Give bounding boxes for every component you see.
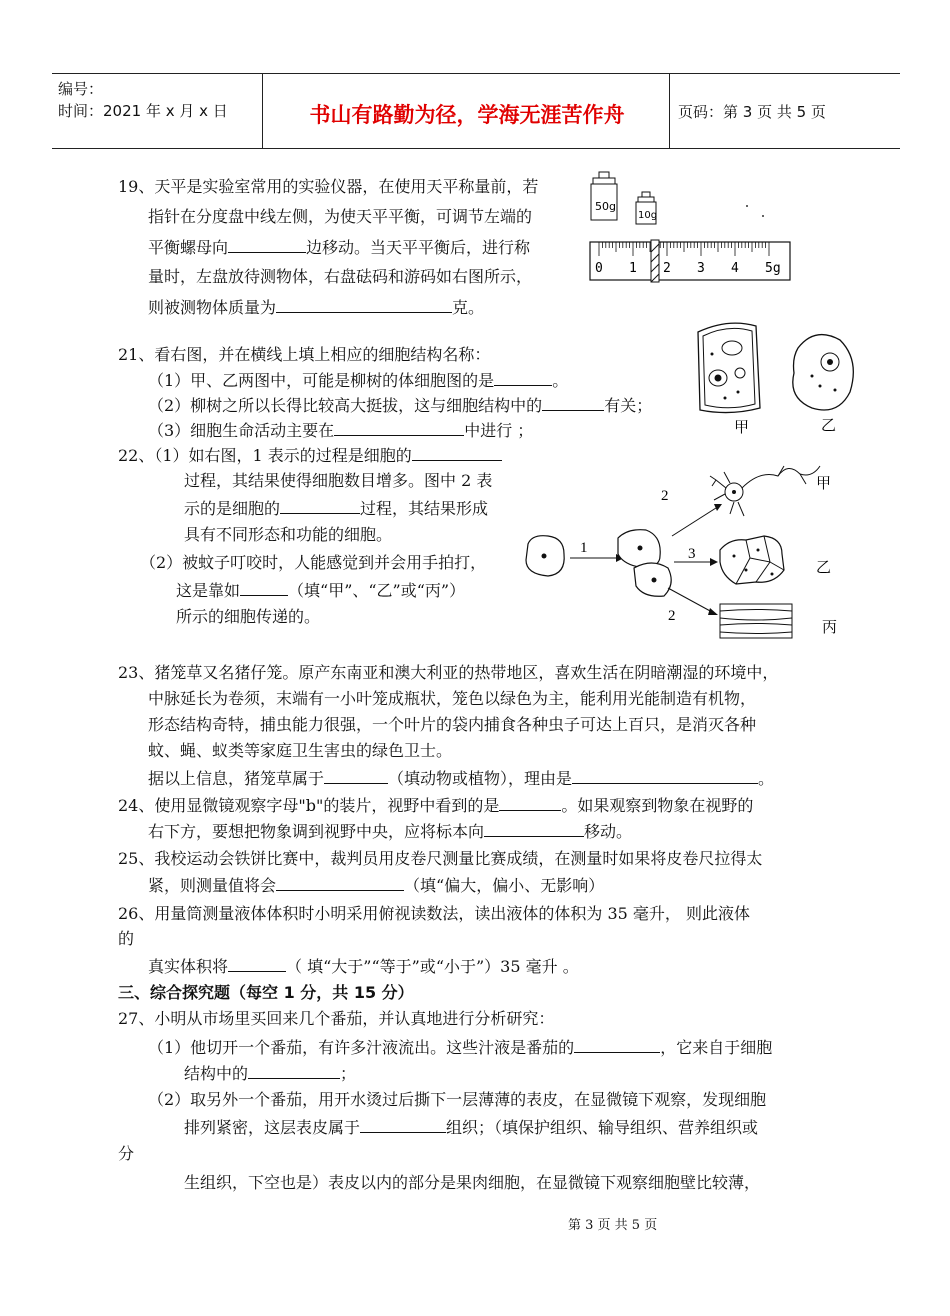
q24-text: 。如果观察到物象在视野的 (561, 796, 754, 815)
q21-text: （3）细胞生命活动主要在 (148, 421, 335, 440)
q21-line1: 21、看右图，并在横线上填上相应的细胞结构名称： (118, 345, 491, 364)
answer-blank[interactable] (574, 1036, 660, 1053)
q19-line2: 指针在分度盘中线左侧，为使天平平衡，可调节左端的 (148, 207, 533, 226)
q23-line4: 蚊、蝇、蚁类等家庭卫生害虫的绿色卫士。 (148, 741, 453, 760)
answer-blank[interactable] (412, 444, 502, 461)
answer-blank[interactable] (494, 369, 552, 386)
q24-text: 移动。 (584, 822, 633, 841)
muscle-cells (720, 604, 792, 638)
header-page-info: 页码：第 3 页 共 5 页 (678, 103, 826, 121)
cell-division-differentiation-figure (520, 458, 850, 650)
label-yi: 乙 (816, 560, 832, 576)
q26-line2: 的 (118, 929, 135, 948)
q19-line5 (148, 296, 484, 319)
q25-line1: 25、我校运动会铁饼比赛中，裁判员用皮卷尺测量比赛成绩，在测量时如果将皮卷尺拉得太 (118, 849, 763, 868)
weight-50g (591, 172, 617, 220)
header-meta (58, 78, 228, 122)
answer-blank[interactable] (499, 794, 561, 811)
answer-blank[interactable] (572, 767, 758, 784)
q27-text: 组织；（填保护组织、输导组织、营养组织或 (446, 1118, 759, 1137)
balance-weights-figure (585, 170, 815, 290)
q27-line6: 分 (118, 1144, 135, 1163)
q26-line3 (148, 955, 579, 978)
q24-text: 右下方，要想把物象调到视野中央，应将标本向 (148, 822, 485, 841)
q22-text: （填“甲”、“乙”或“丙”） (288, 581, 466, 600)
q21-text: 中进行 ； (464, 421, 534, 440)
answer-blank[interactable] (542, 394, 604, 411)
q25-text: （填“偏大，偏小、无影响） (404, 876, 605, 895)
label-jia: 甲 (734, 420, 750, 436)
answer-blank[interactable] (276, 874, 404, 891)
q19-line4: 量时，左盘放待测物体，右盘砝码和游码如右图所示， (148, 267, 533, 286)
q23-line3: 形态结构奇特，捕虫能力很强，一个叶片的袋内捕食各种虫子可达上百只，是消灭各种 (148, 715, 757, 734)
q24-text: 24、使用显微镜观察字母"b"的装片，视野中看到的是 (118, 796, 500, 815)
plant-cell (698, 323, 760, 412)
q23-text: 据以上信息，猪笼草属于 (148, 769, 325, 788)
q21-text: 有关； (604, 396, 653, 415)
q21-line4 (148, 419, 533, 442)
q27-line5 (184, 1116, 758, 1139)
q27-text: 结构中的 (184, 1064, 249, 1083)
q27-text: （1）他切开一个番茄，有许多汁液流出。这些汁液是番茄的 (148, 1038, 575, 1057)
page-footer: 第 3 页 共 5 页 (568, 1218, 658, 1233)
ruler-tick-label: 0 (595, 261, 603, 276)
header-divider (262, 74, 263, 148)
q21-text: （1）甲、乙两图中，可能是柳树的体细胞图的是 (148, 371, 495, 390)
label-yi: 乙 (821, 418, 837, 434)
section-title: 三、综合探究题（每空 1 分，共 15 分） (118, 983, 414, 1002)
q27-text: ，它来自于细胞 (660, 1038, 773, 1057)
q22-line4: 具有不同形态和功能的细胞。 (184, 525, 393, 544)
animal-cell (793, 335, 854, 410)
answer-blank[interactable] (248, 1062, 340, 1079)
epithelial-cells (720, 536, 784, 584)
number-label: 编号： (58, 80, 104, 98)
q25-line2 (148, 874, 604, 897)
ruler-tick-label: 3 (697, 261, 705, 276)
process-label-2: 2 (661, 488, 669, 504)
answer-blank[interactable] (280, 497, 360, 514)
q22-line6 (176, 579, 465, 602)
q22-text: 过程，其结果形成 (360, 499, 489, 518)
time-label: 时间：2021 年 x 月 x 日 (58, 102, 228, 120)
q19-text: 平衡螺母向 (148, 238, 229, 257)
q19-text: 克。 (452, 298, 485, 317)
rider-ruler (590, 240, 790, 282)
q26-text: 真实体积将 (148, 957, 229, 976)
answer-blank[interactable] (228, 955, 286, 972)
q21-text: 。 (552, 371, 569, 390)
answer-blank[interactable] (276, 296, 452, 313)
answer-blank[interactable] (240, 579, 288, 596)
q27-text: ； (340, 1064, 357, 1083)
q27-line7: 生组织，下空也是）表皮以内的部分是果肉细胞，在显微镜下观察细胞壁比较薄， (184, 1173, 761, 1192)
header-divider (669, 74, 670, 148)
process-label-3: 3 (688, 546, 696, 562)
nerve-cell (710, 466, 820, 516)
label-bing: 丙 (822, 620, 838, 636)
answer-blank[interactable] (324, 767, 388, 784)
q22-text: 22、（1）如右图，1 表示的过程是细胞的 (118, 446, 412, 465)
label-jia: 甲 (816, 476, 832, 492)
q19-line1: 19、天平是实验室常用的实验仪器，在使用天平称量前，若 (118, 177, 539, 196)
q26-text: （ 填“大于”“等于”或“小于”）35 毫升 。 (286, 957, 579, 976)
weight-10g (636, 192, 657, 224)
page-header (52, 73, 900, 149)
ruler-tick-label: 5g (765, 261, 781, 276)
q22-line1 (118, 444, 502, 467)
process-label-2: 2 (668, 608, 676, 624)
q26-line1: 26、用量筒测量液体体积时小明采用俯视读数法，读出液体的体积为 35 毫升， 则此液体 (118, 904, 750, 923)
q23-text: 。 (758, 769, 775, 788)
process-label-1: 1 (580, 540, 588, 556)
q27-line4: （2）取另外一个番茄，用开水烫过后撕下一层薄薄的表皮，在显微镜下观察，发现细胞 (148, 1090, 767, 1109)
q21-line3 (148, 394, 652, 417)
q19-text: 边移动。当天平平衡后，进行称 (306, 238, 531, 257)
q27-text: 排列紧密，这层表皮属于 (184, 1118, 361, 1137)
q23-line5 (148, 767, 774, 790)
single-cell (526, 536, 564, 576)
answer-blank[interactable] (228, 236, 306, 253)
q22-text: 示的是细胞的 (184, 499, 281, 518)
ruler-tick-label: 4 (731, 261, 739, 276)
weight-label: 10g (638, 210, 658, 221)
answer-blank[interactable] (360, 1116, 446, 1133)
q22-text: 这是靠如 (176, 581, 241, 600)
header-motto: 书山有路勤为径，学海无涯苦作舟 (309, 103, 625, 127)
q27-line3 (184, 1062, 356, 1085)
cells-jia-yi-figure (690, 318, 850, 436)
two-cells (618, 530, 671, 597)
q22-line3 (184, 497, 488, 520)
answer-blank[interactable] (334, 419, 464, 436)
weight-label: 50g (595, 200, 616, 213)
q22-line2: 过程，其结果使得细胞数目增多。图中 2 表 (184, 471, 493, 490)
q22-line5: （2）被蚊子叮咬时，人能感觉到并会用手拍打， (140, 553, 487, 572)
ruler-tick-label: 2 (663, 261, 671, 276)
q27-line2 (148, 1036, 772, 1059)
q23-line2: 中脉延长为卷须，末端有一小叶笼成瓶状，笼色以绿色为主，能利用光能制造有机物， (148, 689, 757, 708)
q19-line3 (148, 236, 530, 259)
q23-line1: 23、猪笼草又名猪仔笼。原产东南亚和澳大利亚的热带地区，喜欢生活在阴暗潮湿的环境中， (118, 663, 779, 682)
ruler-tick-label: 1 (629, 261, 637, 276)
q21-text: （2）柳树之所以长得比较高大挺拔，这与细胞结构中的 (148, 396, 543, 415)
q25-text: 紧，则测量值将会 (148, 876, 277, 895)
q24-line2 (148, 820, 632, 843)
q27-line1: 27、小明从市场里买回来几个番茄，并认真地进行分析研究： (118, 1009, 555, 1028)
answer-blank[interactable] (484, 820, 584, 837)
q19-text: 则被测物体质量为 (148, 298, 277, 317)
q22-line7: 所示的细胞传递的。 (176, 607, 321, 626)
q24-line1 (118, 794, 753, 817)
q23-text: （填动物或植物），理由是 (388, 769, 573, 788)
q21-line2 (148, 369, 568, 392)
